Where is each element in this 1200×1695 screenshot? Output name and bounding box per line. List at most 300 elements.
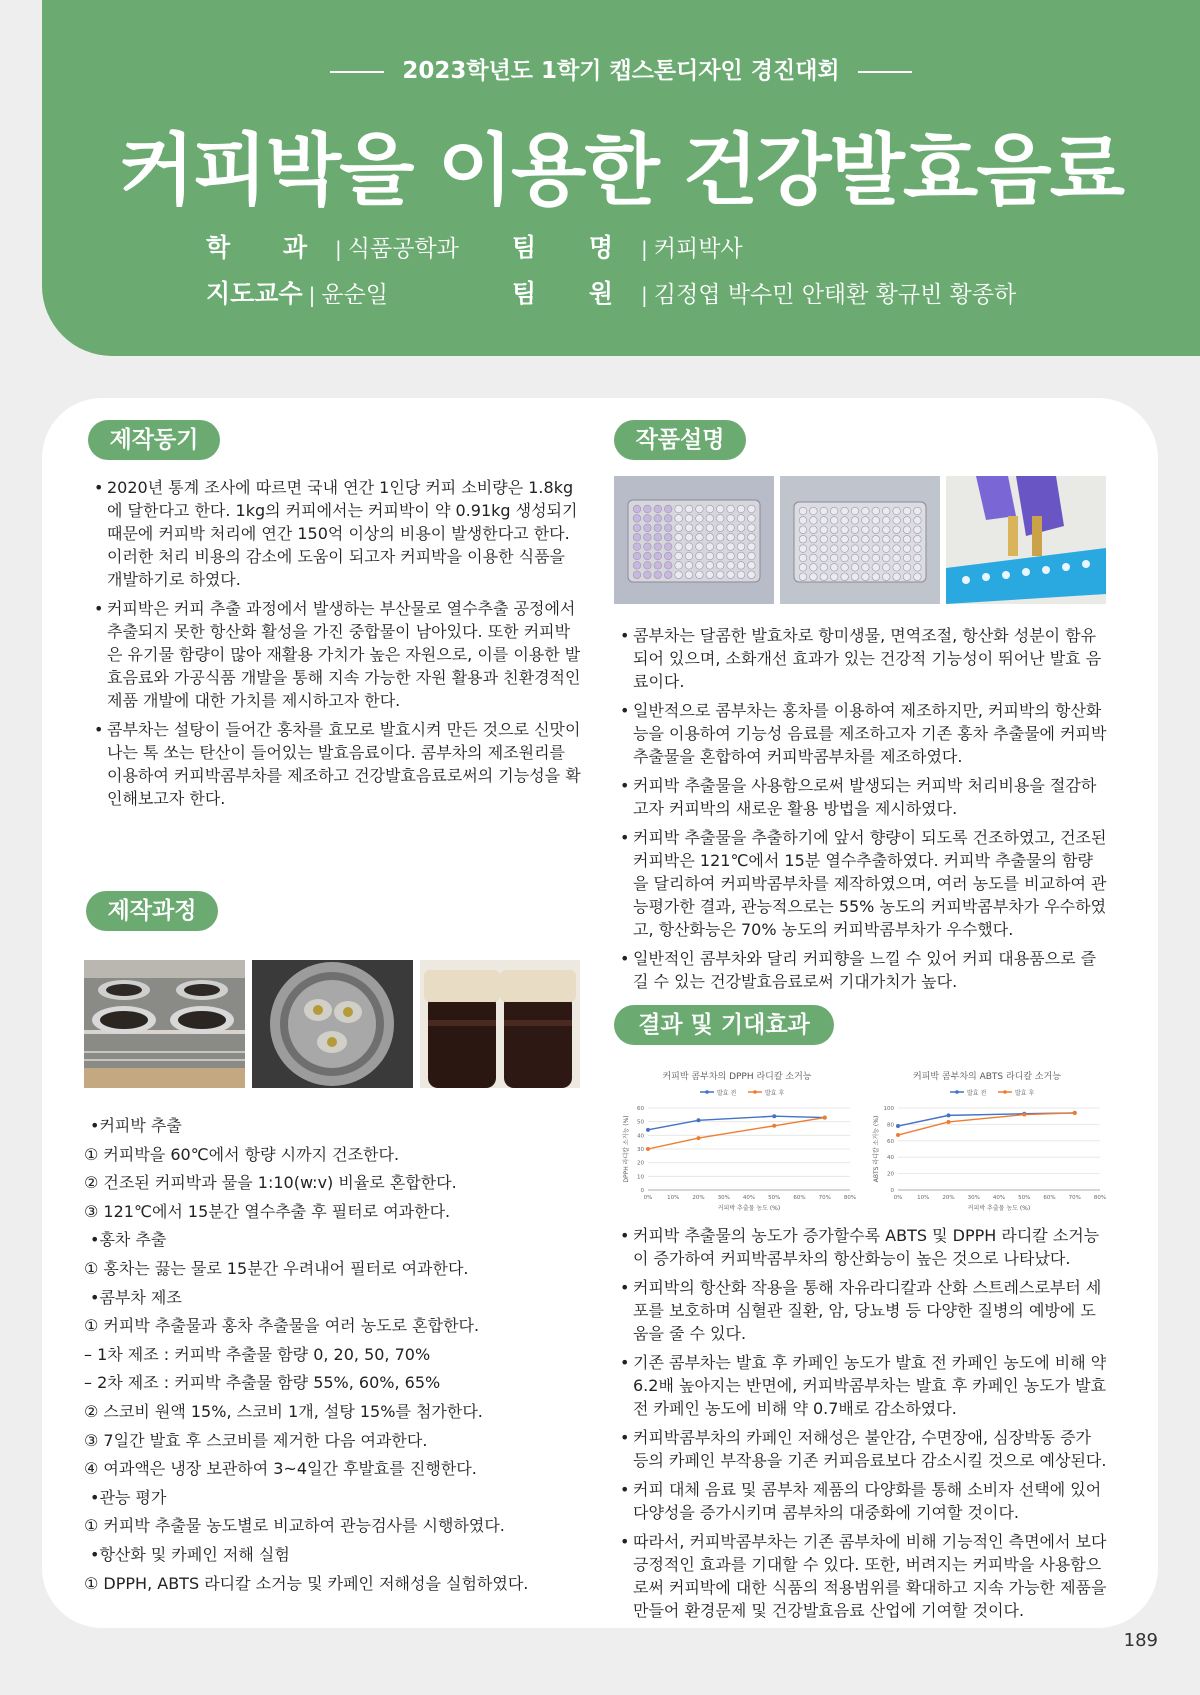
plate-well — [862, 507, 870, 515]
x-tick-label: 30% — [967, 1195, 980, 1201]
motivation-paragraph: • 커피박은 커피 추출 과정에서 발생하는 부산물로 열수추출 공정에서 추출되지 못한 항산화 활성을 가진 중합물이 남아있다. 또한 커피박은 유기물 함량이 많아 재활용 가치가 높은 자원으로, 이를 이용한 발효음료와 가공식품 개발을 통해 지속 가능한 자원 활용과 친환경적인 제품 개발에 대한 가치를 제시하고자 한다. — [94, 597, 584, 712]
plate-well — [903, 554, 911, 562]
results-paragraph: • 기존 콤부차는 발효 후 카페인 농도가 발효 전 카페인 농도에 비해 약 6.2배 높아지는 반면에, 커피박콤부차는 발효 후 카페인 농도가 발효 전 카페인 농도에 비해 약 0.7배로 감소하였다. — [620, 1351, 1108, 1420]
process-step: ① 커피박 추출물과 홍차 추출물을 여러 농도로 혼합한다. — [84, 1316, 480, 1336]
y-tick-label: 40 — [637, 1133, 644, 1140]
separator: | — [335, 237, 342, 261]
process-step: ② 스코비 원액 15%, 스코비 1개, 설탕 15%를 첨가한다. — [84, 1401, 483, 1421]
plate-well — [893, 517, 901, 525]
y-tick-label: 0 — [640, 1188, 644, 1194]
plate-well — [893, 507, 901, 515]
plate-well — [799, 535, 807, 543]
plate-well — [872, 517, 880, 525]
plate-well — [841, 535, 849, 543]
x-tick-label: 50% — [768, 1195, 781, 1201]
data-point — [772, 1124, 776, 1128]
plate-well — [914, 564, 922, 572]
description-title: 작품설명 — [614, 420, 746, 460]
advisor-label: 지도교수 — [206, 279, 303, 308]
x-axis-label: 커피박 추출물 농도 (%) — [717, 1205, 781, 1212]
data-point — [947, 1120, 951, 1124]
y-tick-label: 80 — [887, 1122, 894, 1129]
x-tick-label: 20% — [692, 1195, 705, 1201]
plate-well — [851, 535, 859, 543]
plate-well — [903, 517, 911, 525]
description-paragraph: • 커피박 추출물을 사용함으로써 발생되는 커피박 처리비용을 절감하고자 커피박의 새로운 활용 방법을 제시하였다. — [620, 774, 1108, 820]
plate-well — [903, 507, 911, 515]
plate-well — [862, 545, 870, 553]
plate-well — [664, 515, 672, 523]
process-step: ① 커피박 추출물 농도별로 비교하여 관능검사를 시행하였다. — [84, 1516, 505, 1536]
data-point — [646, 1128, 650, 1132]
plate-well — [820, 545, 828, 553]
plate-well — [882, 573, 890, 581]
plate-well — [914, 507, 922, 515]
contest-title-text: 2023학년도 1학기 캡스톤디자인 경진대회 — [402, 58, 840, 84]
plate-well — [851, 573, 859, 581]
plate-well — [716, 524, 724, 532]
plate-well — [851, 554, 859, 562]
x-tick-label: 80% — [1093, 1195, 1107, 1201]
y-tick-label: 50 — [637, 1119, 644, 1126]
plate-well — [841, 526, 849, 534]
x-tick-label: 0% — [893, 1195, 903, 1201]
motivation-paragraph: • 2020년 통계 조사에 따르면 국내 연간 1인당 커피 소비량은 1.8kg에 달한다고 한다. 1kg의 커피에서는 커피박이 약 0.91kg 생성되기 때문에 커피박 처리에 연간 150억 이상의 비용이 발생한다고 한다. 이러한 처리 비용의 감소에 도움이 되고자 커피박을 이용한 식품을 개발하기로 하였다. — [94, 476, 584, 591]
plate-well — [633, 533, 641, 541]
x-tick-label: 0% — [643, 1195, 653, 1201]
separator: | — [641, 283, 648, 307]
plate-well — [748, 571, 756, 579]
x-tick-label: 10% — [667, 1195, 680, 1201]
plate-well — [799, 564, 807, 572]
plate-well — [893, 564, 901, 572]
plate-well — [737, 562, 745, 570]
plate-well — [810, 545, 818, 553]
dept-label: 학 과 — [206, 233, 330, 262]
y-tick-label: 0 — [890, 1188, 894, 1194]
plate-well — [696, 562, 704, 570]
members-label: 팀 원 — [512, 279, 636, 308]
data-point — [646, 1147, 650, 1151]
plate-well — [716, 552, 724, 560]
plate-well — [696, 571, 704, 579]
plate-well — [716, 571, 724, 579]
plate-well — [799, 526, 807, 534]
data-point — [947, 1113, 951, 1117]
header-banner — [42, 0, 1200, 356]
plate-well — [810, 507, 818, 515]
plate-well — [696, 524, 704, 532]
plate-well — [893, 526, 901, 534]
y-tick-label: 10 — [637, 1174, 644, 1181]
plate-well — [664, 505, 672, 513]
chart-title: 커피박 콤부차의 ABTS 라디칼 소거능 — [912, 1072, 1062, 1082]
plate-well — [706, 524, 714, 532]
plate-well — [727, 562, 735, 570]
plate-well — [830, 517, 838, 525]
plate-well — [644, 562, 652, 570]
y-axis-label: ABTS 라디칼 소거능 (%) — [873, 1115, 880, 1183]
legend-label: 발효 후 — [1015, 1090, 1035, 1097]
plate-well — [748, 515, 756, 523]
plate-well — [706, 515, 714, 523]
plate-well — [830, 535, 838, 543]
plate-well — [872, 545, 880, 553]
plate-well — [748, 562, 756, 570]
x-tick-label: 60% — [1043, 1195, 1056, 1201]
plate-well — [644, 571, 652, 579]
y-tick-label: 20 — [637, 1160, 644, 1167]
team-row — [512, 228, 743, 264]
plate-well — [799, 554, 807, 562]
y-axis-label: DPPH 라디칼 소거능 (%) — [623, 1115, 630, 1183]
plate-well — [633, 571, 641, 579]
plate-well — [810, 517, 818, 525]
plate-well — [893, 535, 901, 543]
y-tick-label: 30 — [637, 1147, 644, 1153]
process-step-heading: •항산화 및 카페인 저해 실험 — [90, 1544, 290, 1564]
x-tick-label: 50% — [1018, 1195, 1031, 1201]
x-tick-label: 60% — [793, 1195, 806, 1201]
plate-well — [893, 573, 901, 581]
process-step: ④ 여과액은 냉장 보관하여 3~4일간 후발효를 진행한다. — [84, 1459, 477, 1479]
plate-well — [748, 543, 756, 551]
plate-well — [914, 545, 922, 553]
plate-well — [882, 554, 890, 562]
plate-well — [820, 507, 828, 515]
separator: | — [308, 283, 316, 307]
plate-well — [841, 573, 849, 581]
plate-well — [882, 526, 890, 534]
process-step-heading: •커피박 추출 — [90, 1116, 182, 1135]
plate-well — [830, 573, 838, 581]
legend-marker — [753, 1090, 757, 1094]
plate-well — [748, 524, 756, 532]
process-step-heading: •콤부차 제조 — [90, 1287, 182, 1307]
photo-oven-drying — [84, 960, 245, 1088]
plate-well — [737, 533, 745, 541]
plate-well — [654, 571, 662, 579]
plate-well — [685, 571, 693, 579]
plate-well — [882, 564, 890, 572]
x-tick-label: 30% — [717, 1195, 730, 1201]
plate-well — [799, 517, 807, 525]
description-text — [620, 624, 1108, 999]
plate-well — [706, 505, 714, 513]
plate-well — [820, 554, 828, 562]
photo-kombucha-jars — [420, 960, 580, 1088]
plate-well — [644, 543, 652, 551]
results-text — [620, 1224, 1108, 1628]
y-tick-label: 40 — [887, 1155, 894, 1162]
plate-well — [654, 533, 662, 541]
plate-well — [654, 505, 662, 513]
plate-well — [675, 505, 683, 513]
plate-well — [748, 505, 756, 513]
plate-well — [872, 535, 880, 543]
process-step: ③ 121℃에서 15분간 열수추출 후 필터로 여과한다. — [84, 1201, 451, 1221]
members-value: 김정엽 박수민 안태환 황규빈 황종하 — [653, 282, 1017, 308]
plate-well — [716, 543, 724, 551]
plate-well — [675, 562, 683, 570]
x-tick-label: 70% — [818, 1195, 831, 1201]
process-step: ① DPPH, ABTS 라디칼 소거능 및 카페인 저해성을 실험하였다. — [84, 1573, 529, 1593]
series-line — [648, 1118, 825, 1149]
plate-well — [685, 505, 693, 513]
plate-well — [675, 552, 683, 560]
plate-well — [685, 524, 693, 532]
plate-well — [727, 524, 735, 532]
plate-well — [654, 515, 662, 523]
plate-well — [727, 571, 735, 579]
plate-well — [675, 515, 683, 523]
series-line — [898, 1113, 1075, 1135]
plate-well — [872, 554, 880, 562]
plate-well — [664, 571, 672, 579]
plate-well — [633, 515, 641, 523]
plate-well — [748, 552, 756, 560]
plate-well — [696, 543, 704, 551]
plate-well — [872, 564, 880, 572]
photo-test-tubes — [946, 476, 1106, 604]
plate-well — [716, 505, 724, 513]
process-step: – 1차 제조 : 커피박 추출물 함량 0, 20, 50, 70% — [84, 1344, 431, 1364]
legend-label: 발효 전 — [967, 1090, 987, 1097]
plate-well — [914, 526, 922, 534]
motivation-title: 제작동기 — [88, 420, 220, 460]
plate-well — [872, 573, 880, 581]
plate-well — [903, 535, 911, 543]
plate-well — [820, 535, 828, 543]
plate-well — [685, 552, 693, 560]
plate-well — [882, 535, 890, 543]
data-point — [823, 1116, 827, 1120]
plate-well — [882, 507, 890, 515]
motivation-text — [94, 476, 584, 816]
description-paragraph: • 커피박 추출물을 추출하기에 앞서 향량이 되도록 건조하였고, 건조된 커피박은 121℃에서 15분 열수추출하였다. 커피박 추출물의 함량을 달리하여 커피박콤부차를 제작하였으며, 여러 농도를 비교하여 관능평가한 결과, 관능적으로는 55% 농도의 커피박콤부차가 우수하였고, 항산화능은 70% 농도의 커피박콤부차가 우수했다. — [620, 826, 1108, 941]
plate-well — [727, 505, 735, 513]
process-title: 제작과정 — [86, 891, 218, 931]
plate-well — [675, 543, 683, 551]
members-row — [512, 274, 1016, 310]
plate-well — [644, 533, 652, 541]
advisor-value: 윤순일 — [321, 282, 389, 308]
plate-well — [675, 533, 683, 541]
plate-well — [810, 526, 818, 534]
plate-well — [810, 564, 818, 572]
results-paragraph: • 커피박콤부차의 카페인 저해성은 불안감, 수면장애, 심장박동 증가 등의 카페인 부작용을 기존 커피음료보다 감소시킬 것으로 예상된다. — [620, 1426, 1108, 1472]
plate-well — [862, 517, 870, 525]
plate-well — [872, 507, 880, 515]
plate-well — [851, 507, 859, 515]
plate-well — [862, 573, 870, 581]
legend-label: 발효 전 — [717, 1090, 737, 1097]
plate-well — [903, 573, 911, 581]
plate-well — [841, 507, 849, 515]
description-paragraph: • 일반적으로 콤부차는 홍차를 이용하여 제조하지만, 커피박의 항산화능을 이용하여 기능성 음료를 제조하고자 기존 홍차 추출물에 커피박 추출물을 혼합하여 커피박콤부차를 제조하였다. — [620, 699, 1108, 768]
plate-well — [748, 533, 756, 541]
process-step: ② 건조된 커피박과 물을 1:10(w:v) 비율로 혼합한다. — [84, 1173, 457, 1193]
plate-well — [799, 507, 807, 515]
plate-well — [893, 545, 901, 553]
legend-marker — [1003, 1090, 1007, 1094]
plate-well — [882, 517, 890, 525]
plate-well — [727, 533, 735, 541]
plate-well — [664, 543, 672, 551]
photo-well-plate-2 — [780, 476, 940, 604]
plate-well — [716, 562, 724, 570]
plate-well — [872, 526, 880, 534]
plate-well — [851, 526, 859, 534]
process-step: – 2차 제조 : 커피박 추출물 함량 55%, 60%, 65% — [84, 1373, 441, 1393]
plate-well — [799, 573, 807, 581]
plate-well — [820, 564, 828, 572]
x-tick-label: 80% — [843, 1195, 857, 1201]
plate-well — [675, 571, 683, 579]
plate-well — [685, 543, 693, 551]
separator: | — [641, 237, 648, 261]
plate-well — [644, 505, 652, 513]
plate-well — [706, 533, 714, 541]
plate-well — [633, 543, 641, 551]
plate-well — [727, 552, 735, 560]
results-paragraph: • 커피박 추출물의 농도가 증가할수록 ABTS 및 DPPH 라디칼 소거능이 증가하여 커피박콤부차의 항산화능이 높은 것으로 나타났다. — [620, 1224, 1108, 1270]
plate-well — [644, 552, 652, 560]
plate-well — [706, 562, 714, 570]
plate-well — [737, 552, 745, 560]
photo-autoclave — [252, 960, 413, 1088]
plate-well — [685, 562, 693, 570]
plate-well — [675, 524, 683, 532]
plate-well — [664, 562, 672, 570]
plate-well — [851, 564, 859, 572]
plate-well — [830, 507, 838, 515]
y-tick-label: 20 — [887, 1171, 894, 1178]
data-point — [896, 1124, 900, 1128]
team-label: 팀 명 — [512, 233, 636, 262]
plate-well — [716, 515, 724, 523]
results-paragraph: • 커피 대체 음료 및 콤부차 제품의 다양화를 통해 소비자 선택에 있어 다양성을 증가시키며 콤부차의 대중화에 기여할 것이다. — [620, 1478, 1108, 1524]
plate-well — [810, 535, 818, 543]
plate-well — [654, 562, 662, 570]
dept-row — [206, 228, 459, 264]
plate-well — [914, 517, 922, 525]
plate-well — [664, 524, 672, 532]
description-paragraph: • 콤부차는 달콤한 발효차로 항미생물, 면역조절, 항산화 성분이 함유되어 있으며, 소화개선 효과가 있는 건강적 기능성이 뛰어난 발효 음료이다. — [620, 624, 1108, 693]
motivation-paragraph: • 콤부차는 설탕이 들어간 홍차를 효모로 발효시켜 만든 것으로 신맛이 나는 톡 쏘는 탄산이 들어있는 발효음료이다. 콤부차의 제조원리를 이용하여 커피박콤부차를 제조하고 건강발효음료로써의 기능성을 확인해보고자 한다. — [94, 718, 584, 810]
plate-well — [737, 515, 745, 523]
data-point — [697, 1118, 701, 1122]
y-tick-label: 60 — [887, 1138, 894, 1145]
plate-well — [810, 554, 818, 562]
plate-well — [737, 505, 745, 513]
description-paragraph: • 일반적인 콤부차와 달리 커피향을 느낄 수 있어 커피 대용품으로 즐길 수 있는 건강발효음료로써 기대가치가 높다. — [620, 947, 1108, 993]
plate-well — [914, 535, 922, 543]
process-step-heading: •홍차 추출 — [90, 1230, 167, 1250]
abts-chart — [864, 1066, 1110, 1214]
plate-well — [820, 526, 828, 534]
data-point — [772, 1114, 776, 1118]
page-title: 커피박을 이용한 건강발효음료 — [119, 126, 1123, 216]
legend-label: 발효 후 — [765, 1090, 785, 1097]
plate-well — [644, 524, 652, 532]
process-step: ③ 7일간 발효 후 스코비를 제거한 다음 여과한다. — [84, 1430, 428, 1450]
plate-well — [903, 564, 911, 572]
plate-well — [644, 515, 652, 523]
data-point — [697, 1136, 701, 1140]
x-tick-label: 40% — [742, 1195, 756, 1201]
advisor-row — [206, 274, 388, 310]
plate-well — [830, 564, 838, 572]
process-step-heading: •관능 평가 — [90, 1487, 167, 1507]
plate-well — [851, 545, 859, 553]
plate-well — [633, 552, 641, 560]
plate-well — [799, 545, 807, 553]
photo-well-plate-1 — [614, 476, 774, 604]
process-step: ① 홍차는 끓는 물로 15분간 우려내어 필터로 여과한다. — [84, 1258, 469, 1278]
process-step: ① 커피박을 60℃에서 항량 시까지 건조한다. — [84, 1144, 400, 1164]
y-tick-label: 100 — [883, 1106, 894, 1112]
plate-well — [654, 552, 662, 560]
plate-well — [914, 573, 922, 581]
legend-marker — [705, 1090, 709, 1094]
plate-well — [820, 517, 828, 525]
data-point — [896, 1133, 900, 1137]
plate-well — [706, 552, 714, 560]
plate-well — [696, 552, 704, 560]
plate-well — [862, 564, 870, 572]
plate-well — [633, 505, 641, 513]
x-tick-label: 70% — [1068, 1195, 1081, 1201]
results-paragraph: • 커피박의 항산화 작용을 통해 자유라디칼과 산화 스트레스로부터 세포를 보호하며 심혈관 질환, 암, 당뇨병 등 다양한 질병의 예방에 도움을 줄 수 있다. — [620, 1276, 1108, 1345]
plate-well — [654, 543, 662, 551]
plate-well — [737, 543, 745, 551]
plate-well — [820, 573, 828, 581]
dept-value: 식품공학과 — [347, 236, 459, 262]
plate-well — [737, 571, 745, 579]
plate-well — [810, 573, 818, 581]
plate-well — [893, 554, 901, 562]
results-title: 결과 및 기대효과 — [614, 1005, 834, 1045]
data-point — [1022, 1113, 1026, 1117]
plate-well — [706, 543, 714, 551]
plate-well — [862, 526, 870, 534]
x-tick-label: 40% — [992, 1195, 1006, 1201]
divider-right — [858, 71, 912, 73]
plate-well — [841, 517, 849, 525]
plate-well — [633, 524, 641, 532]
plate-well — [737, 524, 745, 532]
plate-well — [696, 533, 704, 541]
chart-title: 커피박 콤부차의 DPPH 라디칼 소거능 — [662, 1072, 812, 1082]
plate-well — [830, 545, 838, 553]
plate-well — [696, 515, 704, 523]
data-point — [1073, 1111, 1077, 1115]
results-paragraph: • 따라서, 커피박콤부차는 기존 콤부차에 비해 기능적인 측면에서 보다 긍정적인 효과를 기대할 수 있다. 또한, 버려지는 커피박을 사용함으로써 커피박에 대한 식품의 적용범위를 확대하고 지속 가능한 제품을 만들어 환경문제 및 건강발효음료 산업에 기여할 것이다. — [620, 1530, 1108, 1622]
plate-well — [830, 554, 838, 562]
x-tick-label: 10% — [917, 1195, 930, 1201]
plate-well — [841, 564, 849, 572]
plate-well — [851, 517, 859, 525]
plate-well — [727, 515, 735, 523]
y-tick-label: 60 — [637, 1106, 644, 1112]
plate-well — [862, 554, 870, 562]
plate-well — [882, 545, 890, 553]
plate-well — [696, 505, 704, 513]
x-tick-label: 20% — [942, 1195, 955, 1201]
page-number: 189 — [1123, 1630, 1158, 1651]
plate-well — [841, 554, 849, 562]
